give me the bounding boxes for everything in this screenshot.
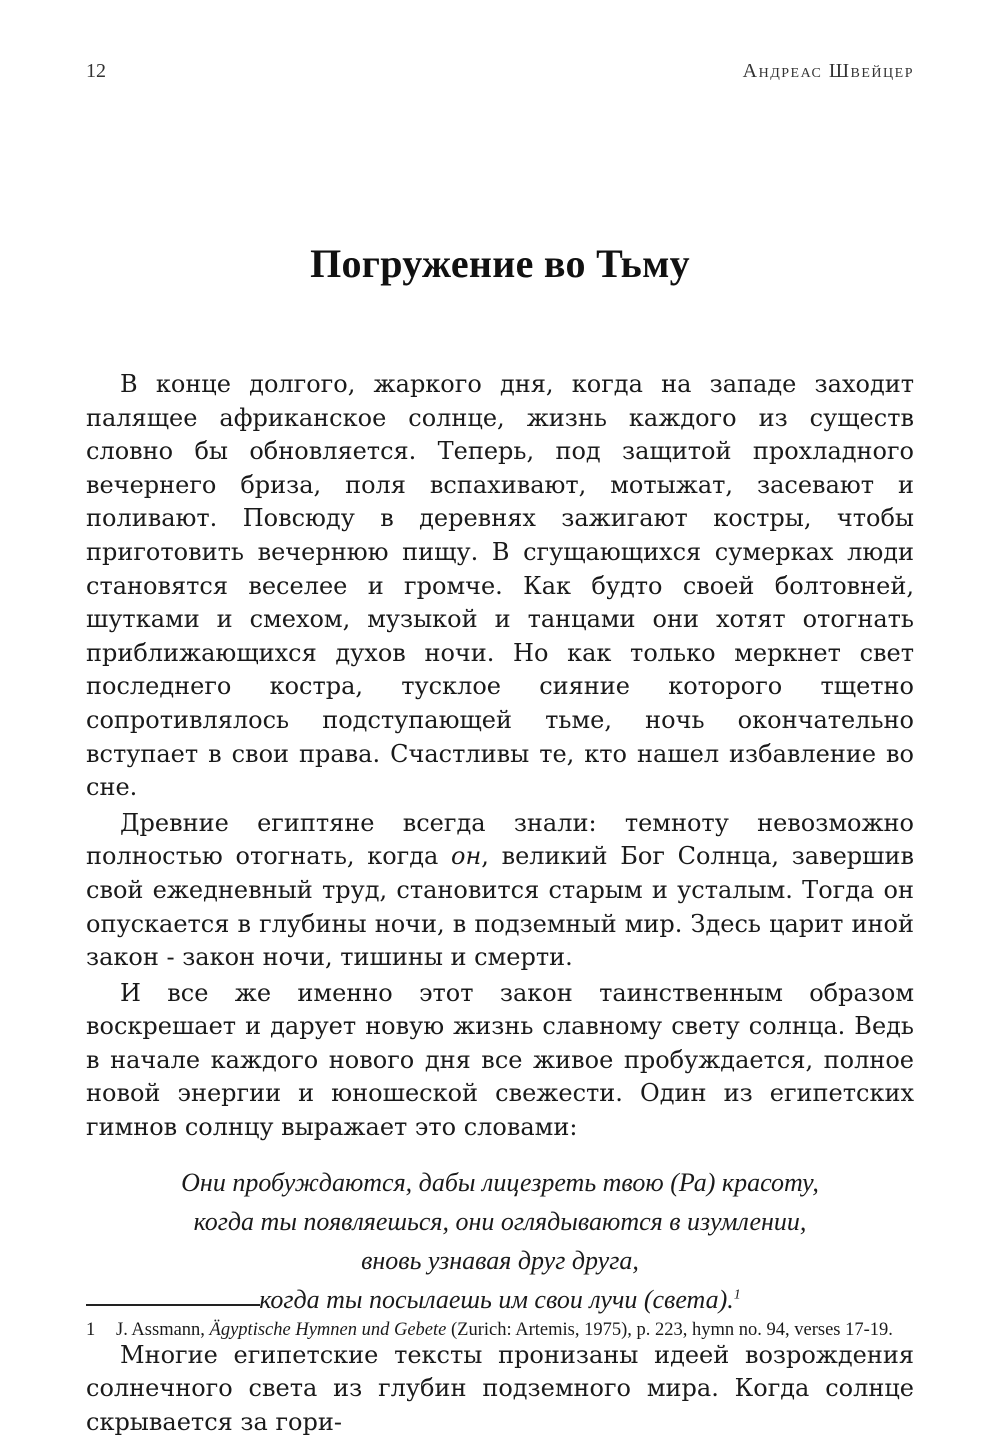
paragraph-2-emphasis: он <box>451 842 482 871</box>
paragraph-4: Многие египетские тексты пронизаны идеей возрождения солнечного света из глубин подземного мира. Когда солнце скрывается за гори- <box>86 1340 914 1436</box>
body-text <box>86 368 914 1439</box>
hymn-line-3: вновь узнавая друг друга, <box>361 1245 639 1275</box>
paragraph-2-after: , великий Бог Солнца, завершив свой ежедневный труд, становится старым и усталым. Тогда он опускается в глубины ночи, в подземный мир. Здесь царит иной закон - закон ночи, тишины и смерти. <box>86 842 914 972</box>
hymn-line-2: когда ты появляешься, они оглядываются в изумлении, <box>193 1206 807 1236</box>
page-number: 12 <box>86 60 106 82</box>
paragraph-1: В конце долгого, жаркого дня, когда на западе заходит палящее африканское солнце, жизнь каждого из существ словно бы обновляется. Теперь, под защитой прохладного вечернего бриза, поля вспахивают, мотыжат, засевают и поливают. Повсюду в деревнях зажигают костры, чтобы приготовить вечернюю пищу. В сгущающихся сумерках люди становятся веселее и громче. Как будто своей болтовней, шутками и смехом, музыкой и танцами они хотят отогнать приближающихся духов ночи. Но как только меркнет свет последнего костра, тусклое сияние которого тщетно сопротивлялось подступающей тьме, ночь окончательно вступает в свои права. Счастливы те, кто нашел избавление во сне. <box>86 370 914 802</box>
footnote-divider <box>86 1304 260 1306</box>
footnote-number: 1 <box>86 1320 96 1340</box>
paragraph-2-before: Древние египтяне всегда знали: темноту невозможно полностью отогнать, когда <box>86 808 914 871</box>
hymn-line-1: Они пробуждаются, дабы лицезреть твою (Ра) красоту, <box>181 1167 819 1197</box>
footnote <box>86 1318 914 1342</box>
hymn-line-4-text: когда ты посылаешь им свои лучи (света). <box>259 1284 734 1314</box>
footnote-author: J. Assmann, <box>116 1320 210 1340</box>
hymn-quote <box>86 1163 914 1319</box>
running-header: Андреас Швейцер <box>742 60 914 82</box>
footnote-details: (Zurich: Artemis, 1975), p. 223, hymn no. 94, verses 17-19. <box>446 1320 893 1340</box>
footnote-title: Ägyptische Hymnen und Gebete <box>209 1320 447 1340</box>
footnote-reference[interactable]: 1 <box>733 1287 741 1302</box>
hymn-line-4 <box>86 1280 914 1319</box>
chapter-title: Погружение во Тьму <box>310 241 690 286</box>
paragraph-3: И все же именно этот закон таинственным образом воскрешает и дарует новую жизнь славному свету солнца. Ведь в начале каждого нового дня все живое пробуждается, полное новой энергии и юношеской свежести. Один из египетских гимнов солнцу выражает это словами: <box>86 978 914 1142</box>
paragraph-2 <box>86 807 914 975</box>
